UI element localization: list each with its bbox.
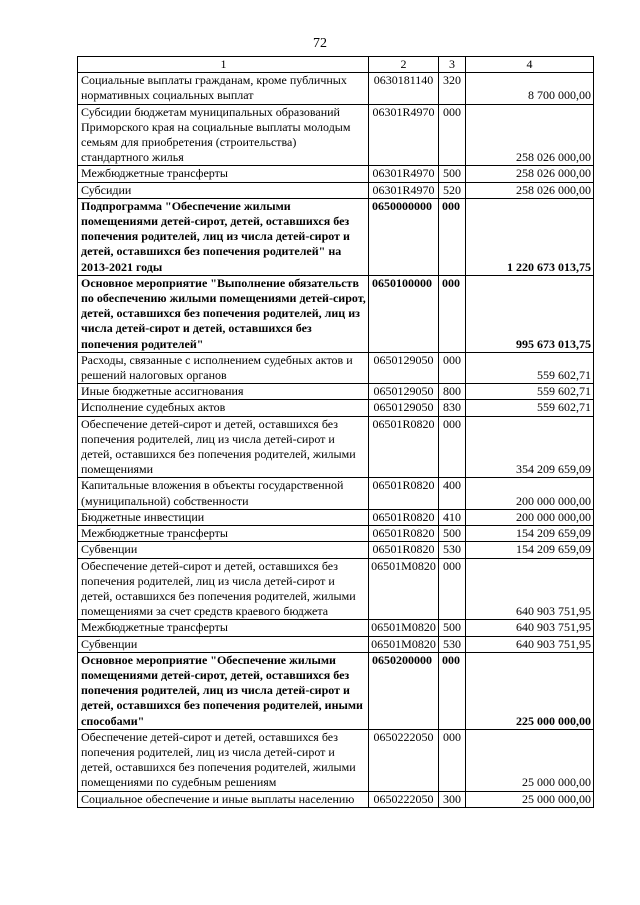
row-name-cell: Исполнение судебных актов [78,400,369,416]
table-row [78,791,594,807]
row-sum-cell: 559 602,71 [466,384,594,400]
table-row [78,384,594,400]
row-name-cell: Субсидии бюджетам муниципальных образований Приморского края на социальные выплаты молодым семьям для приобретения (строительства) стандартного жилья [78,104,369,166]
row-name-cell: Межбюджетные трансферты [78,620,369,636]
table-row [78,352,594,383]
table-row [78,198,594,275]
row-name-cell: Субвенции [78,542,369,558]
table-row [78,509,594,525]
row-code-cell: 0650200000 [369,652,439,729]
row-sum-cell: 154 209 659,09 [466,542,594,558]
row-kind-cell: 500 [439,526,466,542]
table-row [78,542,594,558]
table-row [78,400,594,416]
row-code-cell: 06501M0820 [369,558,439,620]
row-name-cell: Субсидии [78,182,369,198]
row-sum-cell: 1 220 673 013,75 [466,198,594,275]
row-kind-cell: 000 [439,416,466,478]
header-cell-name: 1 [78,57,369,73]
row-code-cell: 06501R0820 [369,478,439,509]
table-row [78,275,594,352]
row-name-cell: Основное мероприятие "Обеспечение жилыми помещениями детей-сирот, детей, оставшихся без попечения родителей, лиц из числа детей-сирот и детей, оставшихся без попечения родителей, иными способами" [78,652,369,729]
row-code-cell: 06501M0820 [369,636,439,652]
row-code-cell: 0650129050 [369,384,439,400]
table-header-row [78,57,594,73]
row-sum-cell: 225 000 000,00 [466,652,594,729]
row-sum-cell: 258 026 000,00 [466,104,594,166]
row-code-cell: 06301R4970 [369,166,439,182]
row-code-cell: 06501R0820 [369,526,439,542]
row-name-cell: Основное мероприятие "Выполнение обязательств по обеспечению жилыми помещениями детей-сирот, детей, оставшихся без попечения родителей, лиц из числа детей-сирот и детей, оставшихся без попечения родителей" [78,275,369,352]
row-sum-cell: 200 000 000,00 [466,509,594,525]
row-sum-cell: 995 673 013,75 [466,275,594,352]
row-kind-cell: 400 [439,478,466,509]
row-name-cell: Межбюджетные трансферты [78,526,369,542]
row-name-cell: Обеспечение детей-сирот и детей, оставшихся без попечения родителей, лиц из числа детей-сирот и детей, оставшихся без попечения родителей, жилыми помещениями по судебным решениям [78,729,369,791]
header-cell-sum: 4 [466,57,594,73]
row-kind-cell: 500 [439,166,466,182]
table-row [78,166,594,182]
row-code-cell: 06501R0820 [369,509,439,525]
row-sum-cell: 354 209 659,09 [466,416,594,478]
header-cell-code: 2 [369,57,439,73]
row-sum-cell: 258 026 000,00 [466,166,594,182]
row-sum-cell: 154 209 659,09 [466,526,594,542]
row-kind-cell: 300 [439,791,466,807]
table-row [78,729,594,791]
row-code-cell: 06501R0820 [369,416,439,478]
header-cell-kind: 3 [439,57,466,73]
row-code-cell: 06301R4970 [369,104,439,166]
row-sum-cell: 640 903 751,95 [466,620,594,636]
row-sum-cell: 559 602,71 [466,352,594,383]
row-kind-cell: 000 [439,352,466,383]
page-number: 72 [313,36,327,51]
row-code-cell: 0650129050 [369,400,439,416]
table-row [78,558,594,620]
table-row [78,620,594,636]
row-name-cell: Иные бюджетные ассигнования [78,384,369,400]
row-code-cell: 06501M0820 [369,620,439,636]
row-kind-cell: 000 [439,275,466,352]
row-sum-cell: 8 700 000,00 [466,73,594,104]
row-name-cell: Обеспечение детей-сирот и детей, оставшихся без попечения родителей, лиц из числа детей-сирот и детей, оставшихся без попечения родителей, жилыми помещениями [78,416,369,478]
row-name-cell: Обеспечение детей-сирот и детей, оставшихся без попечения родителей, лиц из числа детей-сирот и детей, оставшихся без попечения родителей, жилыми помещениями за счет средств краевого бюджета [78,558,369,620]
row-sum-cell: 559 602,71 [466,400,594,416]
row-sum-cell: 25 000 000,00 [466,729,594,791]
row-name-cell: Социальные выплаты гражданам, кроме публичных нормативных социальных выплат [78,73,369,104]
row-kind-cell: 000 [439,729,466,791]
row-kind-cell: 000 [439,198,466,275]
row-code-cell: 06301R4970 [369,182,439,198]
table-row [78,416,594,478]
row-kind-cell: 500 [439,620,466,636]
table-row [78,526,594,542]
table-row [78,652,594,729]
row-kind-cell: 530 [439,636,466,652]
row-kind-cell: 520 [439,182,466,198]
table-row [78,73,594,104]
row-name-cell: Подпрограмма "Обеспечение жилыми помещениями детей-сирот, детей, оставшихся без попечения родителей, лиц из числа детей-сирот и детей, оставшихся без попечения родителей" на 2013-2021 годы [78,198,369,275]
row-name-cell: Межбюджетные трансферты [78,166,369,182]
row-code-cell: 06501R0820 [369,542,439,558]
row-name-cell: Бюджетные инвестиции [78,509,369,525]
row-sum-cell: 640 903 751,95 [466,636,594,652]
row-code-cell: 0650222050 [369,791,439,807]
row-name-cell: Расходы, связанные с исполнением судебных актов и решений налоговых органов [78,352,369,383]
table-row [78,104,594,166]
row-sum-cell: 640 903 751,95 [466,558,594,620]
row-code-cell: 0630181140 [369,73,439,104]
row-name-cell: Капитальные вложения в объекты государственной (муниципальной) собственности [78,478,369,509]
row-code-cell: 0650100000 [369,275,439,352]
row-code-cell: 0650000000 [369,198,439,275]
row-kind-cell: 320 [439,73,466,104]
row-name-cell: Социальное обеспечение и иные выплаты населению [78,791,369,807]
row-kind-cell: 530 [439,542,466,558]
row-sum-cell: 258 026 000,00 [466,182,594,198]
row-kind-cell: 800 [439,384,466,400]
row-kind-cell: 410 [439,509,466,525]
row-sum-cell: 200 000 000,00 [466,478,594,509]
row-kind-cell: 000 [439,558,466,620]
row-code-cell: 0650222050 [369,729,439,791]
row-kind-cell: 000 [439,652,466,729]
row-name-cell: Субвенции [78,636,369,652]
row-kind-cell: 000 [439,104,466,166]
row-sum-cell: 25 000 000,00 [466,791,594,807]
row-code-cell: 0650129050 [369,352,439,383]
table-row [78,478,594,509]
row-kind-cell: 830 [439,400,466,416]
budget-table [77,56,594,808]
table-row [78,182,594,198]
table-row [78,636,594,652]
